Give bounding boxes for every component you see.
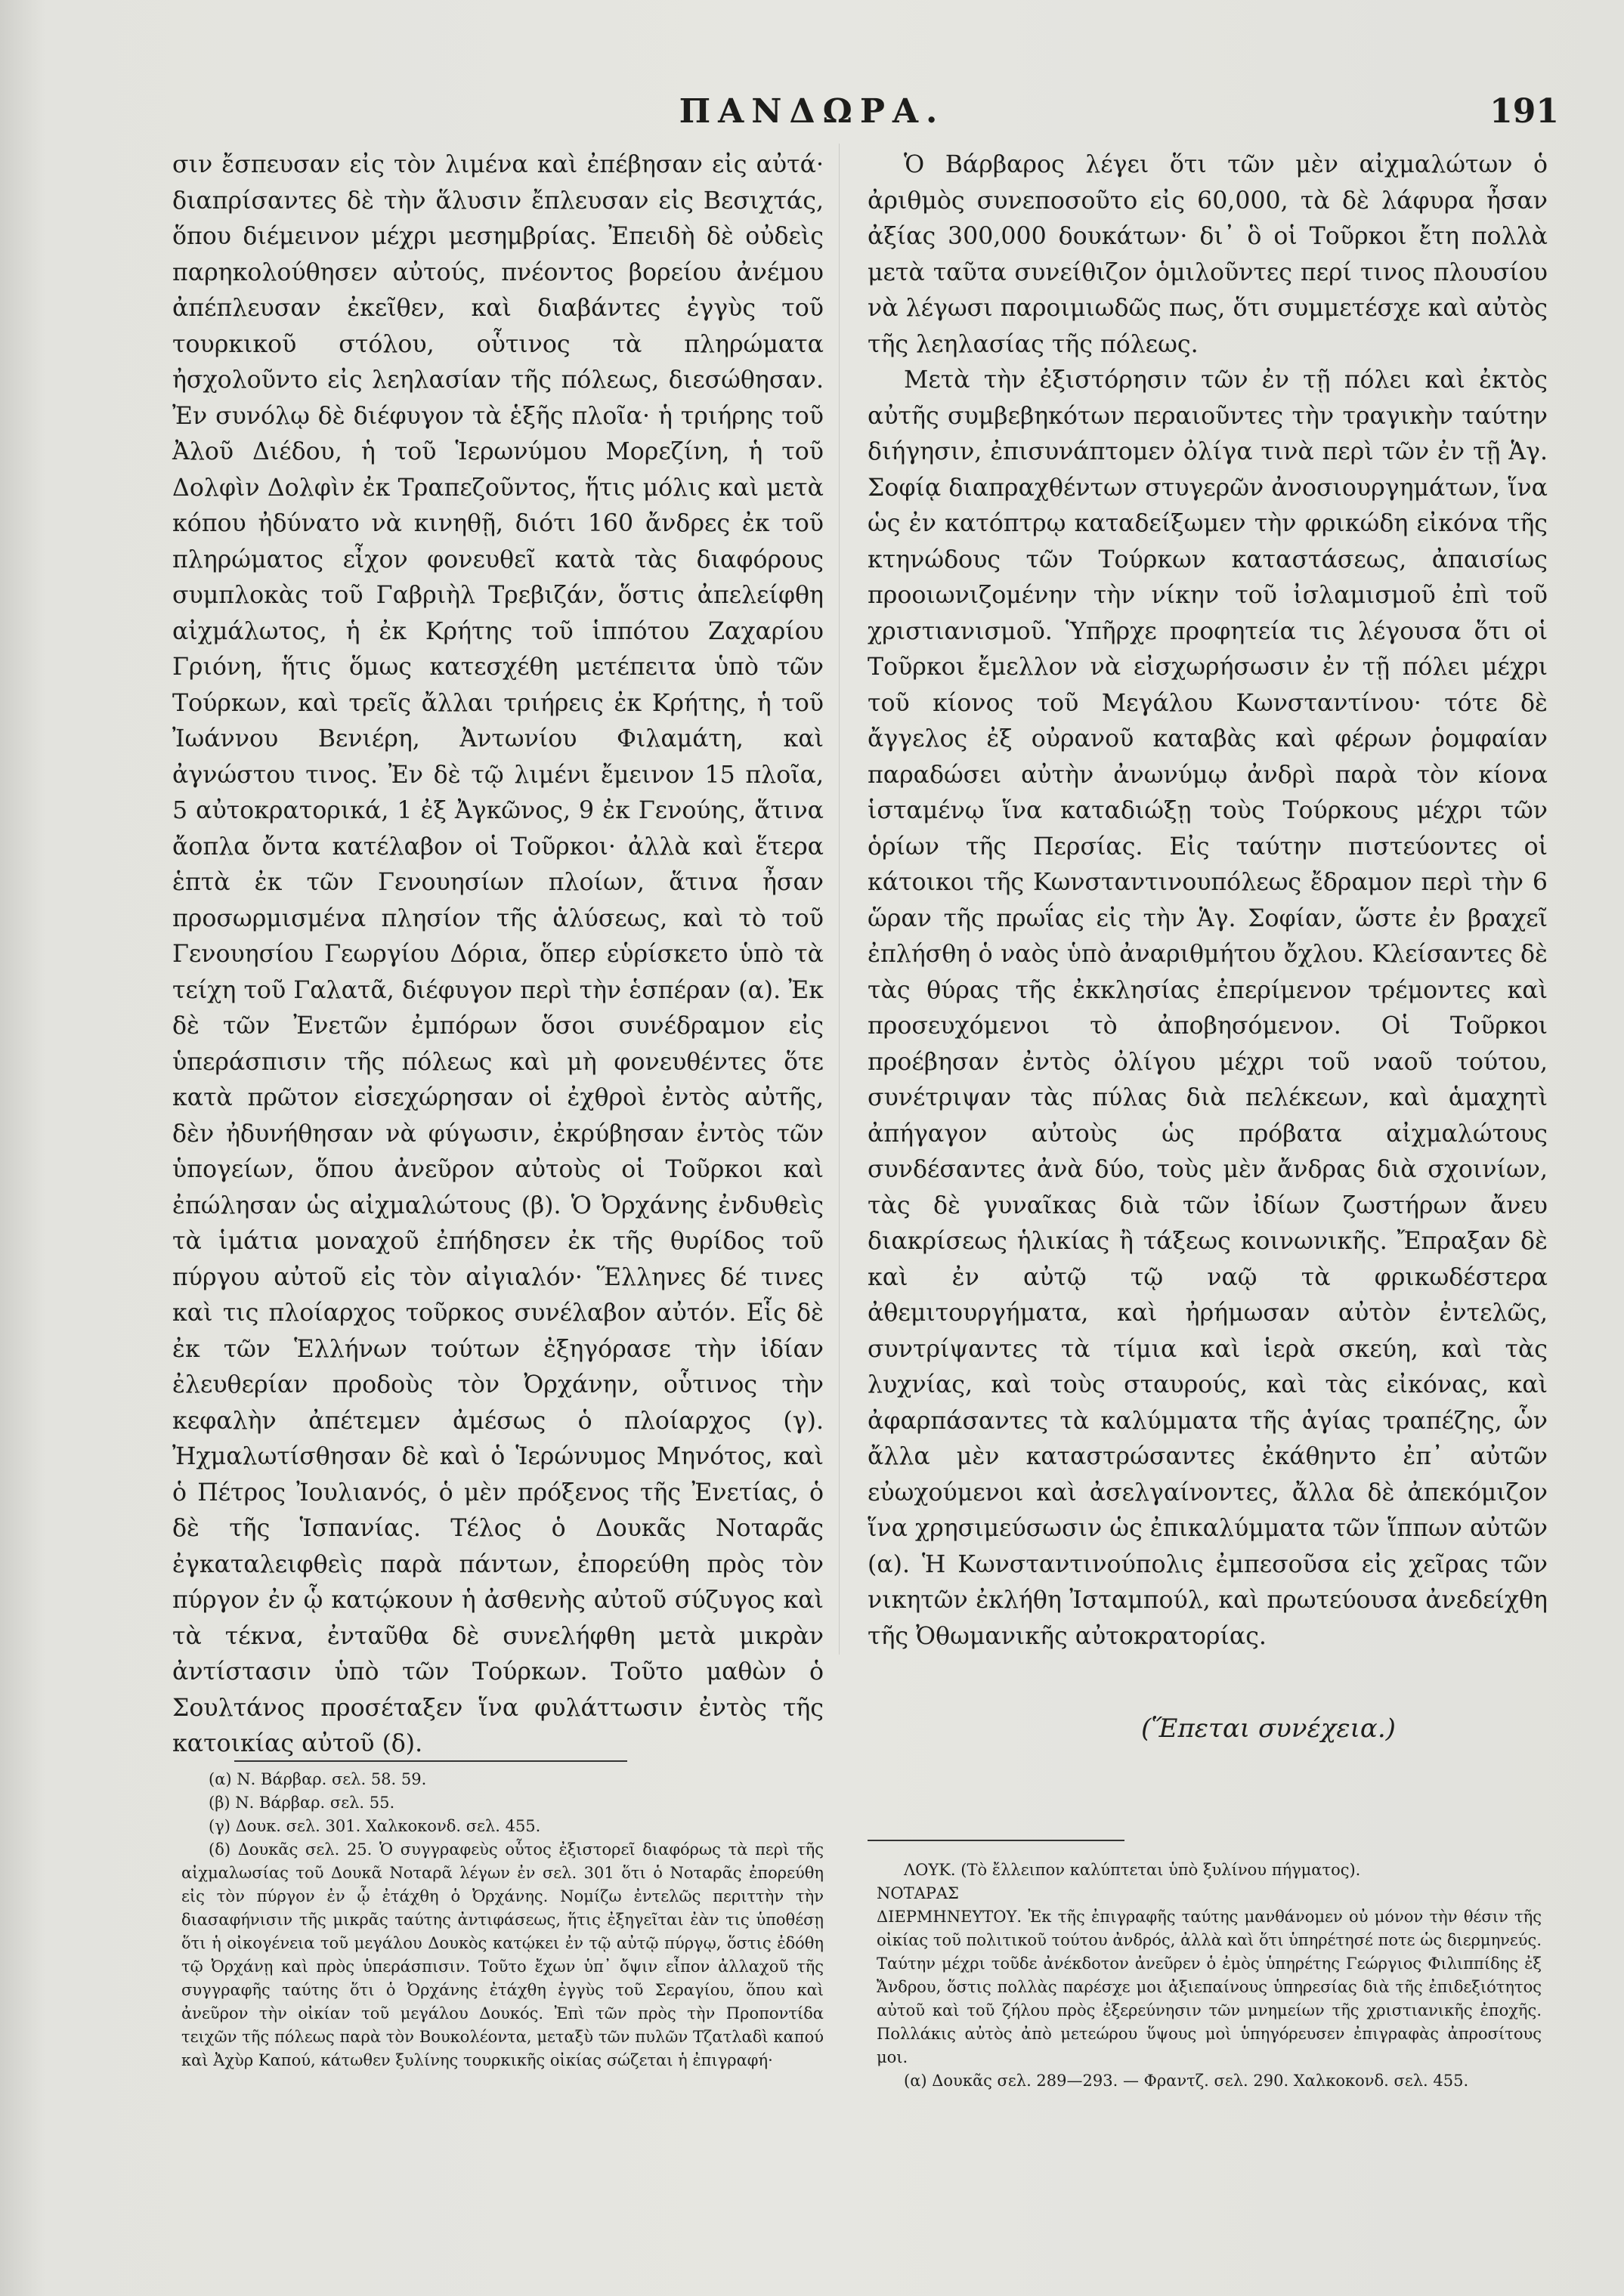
footnote-d: (δ) Δουκᾶς σελ. 25. Ὁ συγγραφεὺς οὗτος ἐξιστορεῖ διαφόρως τὰ περὶ τῆς αἰχμαλωσίας τοῦ Δουκᾶ Νοταρᾶ λέγων ἐν σελ. 301 ὅτι ὁ Νοταρᾶς ἐπορεύθη εἰς τὸν πύργον ἐν ᾧ ἐτάχθη ὁ Ὀρχάνης. Νομίζω ἐντελῶς περιττὴν τὴν διασαφήνισιν τῆς μικρᾶς ταύτης ἀντιφάσεως, ἥτις ἐξηγεῖται ἐὰν τις ὑποθέσῃ ὅτι ἡ οἰκογένεια τοῦ μεγάλου Δουκὸς κατῴκει ἐν τῷ αὐτῷ πύργῳ, ὅστις ἐδόθη τῷ Ὀρχάνῃ καὶ πρὸς ὑπεράσπισιν. Τοῦτο ἔχων ὑπ᾽ ὄψιν εἶπον ἀλλαχοῦ τῆς συγγραφῆς ταύτης ὅτι ὁ Ὀρχάνης ἐτάχθη ἐγγὺς τοῦ Σεραγίου, ὅπου καὶ ἀνεῦρον τὴν οἰκίαν τοῦ μεγάλου Δουκός. Ἐπὶ τῶν πρὸς τὴν Προποντίδα τειχῶν τῆς πόλεως παρὰ τὸν Βουκολέοντα, μεταξὺ τῶν πυλῶν Τζατλαδὶ καπού καὶ Ἀχὺρ Καπού, κάτωθεν ξυλίνης τουρκικῆς οἰκίας σώζεται ἡ ἐπιγραφή· <box>181 1840 824 2069</box>
running-title: ΠΑΝΔΩΡΑ. <box>679 92 945 131</box>
right-column <box>868 147 1548 1655</box>
continued-note: (Ἕπεται συνέχεια.) <box>1141 1714 1396 1744</box>
footnote-rule-left <box>234 1760 627 1762</box>
right-paragraph-2: Μετὰ τὴν ἐξιστόρησιν τῶν ἐν τῇ πόλει καὶ ἐκτὸς αὐτῆς συμβεβηκότων περαιοῦντες τὴν τραγικὴν ταύτην διήγησιν, ἐπισυνάπτομεν ὀλίγα τινὰ περὶ τῶν ἐν τῇ Ἁγ. Σοφίᾳ διαπραχθέντων στυγερῶν ἀνοσιουργημάτων, ἵνα ὡς ἐν κατόπτρῳ καταδείξωμεν τὴν φρικώδη εἰκόνα τῆς κτηνώδους τῶν Τούρκων καταστάσεως, ἀπαισίως προοιωνιζομένην τὴν νίκην τοῦ ἰσλαμισμοῦ ἐπὶ τοῦ χριστιανισμοῦ. Ὑπῆρχε προφητεία τις λέγουσα ὅτι οἱ Τοῦρκοι ἔμελλον νὰ εἰσχωρήσωσιν ἐν τῇ πόλει μέχρι τοῦ κίονος τοῦ Μεγάλου Κωνσταντίνου· τότε δὲ ἄγγελος ἐξ οὐρανοῦ καταβὰς καὶ φέρων ῥομφαίαν παραδώσει αὐτὴν ἀνωνύμῳ ἀνδρὶ παρὰ τὸν κίονα ἱσταμένῳ ἵνα καταδιώξῃ τοὺς Τούρκους μέχρι τῶν ὁρίων τῆς Περσίας. Εἰς ταύτην πιστεύοντες οἱ κάτοικοι τῆς Κωνσταντινουπόλεως ἔδραμον περὶ τὴν 6 ὥραν τῆς πρωΐας εἰς τὴν Ἁγ. Σοφίαν, ὥστε ἐν βραχεῖ ἐπλήσθη ὁ ναὸς ὑπὸ ἀναριθμήτου ὄχλου. Κλείσαντες δὲ τὰς θύρας τῆς ἐκκλησίας ἐπερίμενον τρέμοντες καὶ προσευχόμενοι τὸ ἀποβησόμενον. Οἱ Τοῦρκοι προέβησαν ἐντὸς ὀλίγου μέχρι τοῦ ναοῦ τούτου, συνέτριψαν τὰς πύλας διὰ πελέκεων, καὶ ἁμαχητὶ ἀπήγαγον αὐτοὺς ὡς πρόβατα αἰχμαλώτους συνδέσαντες ἀνὰ δύο, τοὺς μὲν ἄνδρας διὰ σχοινίων, τὰς δὲ γυναῖκας διὰ τῶν ἰδίων ζωστήρων ἄνευ διακρίσεως ἡλικίας ἢ τάξεως κοινωνικῆς. Ἔπραξαν δὲ καὶ ἐν αὐτῷ τῷ ναῷ τὰ φρικωδέστερα ἀθεμιτουργήματα, καὶ ἠρήμωσαν αὐτὸν ἐντελῶς, συντρίψαντες τὰ τίμια καὶ ἱερὰ σκεύη, καὶ τὰς λυχνίας, καὶ τοὺς σταυρούς, καὶ τὰς εἰκόνας, καὶ ἀφαρπάσαντες τὰ καλύμματα τῆς ἁγίας τραπέζης, ὧν ἄλλα μὲν καταστρώσαντες ἐκάθηντο ἐπ᾽ αὐτῶν εὐωχούμενοι καὶ ἀσελγαίνοντες, ἄλλα δὲ ἀπεκόμιζον ἵνα χρησιμεύσωσιν ὡς ἐπικαλύμματα τῶν ἵππων αὐτῶν (α). Ἡ Κωνσταντινούπολις ἐμπεσοῦσα εἰς χεῖρας τῶν νικητῶν ἐκλήθη Ἰσταμπούλ, καὶ πρωτεύουσα ἀνεδείχθη τῆς Ὀθωμανικῆς αὐτοκρατορίας. <box>868 366 1548 1650</box>
footnotes-right <box>877 1859 1542 2093</box>
left-paragraph-1: σιν ἔσπευσαν εἰς τὸν λιμένα καὶ ἐπέβησαν εἰς αὐτά· διαπρίσαντες δὲ τὴν ἅλυσιν ἔπλευσαν εἰς Βεσιχτάς, ὅπου διέμεινον μέχρι μεσημβρίας. Ἐπειδὴ δὲ οὐδεὶς παρηκολούθησεν αὐτούς, πνέοντος βορείου ἀνέμου ἀπέπλευσαν ἐκεῖθεν, καὶ διαβάντες ἐγγὺς τοῦ τουρκικοῦ στόλου, οὗτινος τὰ πληρώματα ἠσχολοῦντο εἰς λεηλασίαν τῆς πόλεως, διεσώθησαν. Ἐν συνόλῳ δὲ διέφυγον τὰ ἑξῆς πλοῖα· ἡ τριήρης τοῦ Ἀλοῦ Διέδου, ἡ τοῦ Ἱερωνύμου Μορεζίνη, ἡ τοῦ Δολφὶν Δολφὶν ἐκ Τραπεζοῦντος, ἥτις μόλις καὶ μετὰ κόπου ἠδύνατο νὰ κινηθῇ, διότι 160 ἄνδρες ἐκ τοῦ πληρώματος εἶχον φονευθεῖ κατὰ τὰς διαφόρους συμπλοκὰς τοῦ Γαβριὴλ Τρεβιζάν, ὅστις ἀπελείφθη αἰχμάλωτος, ἡ ἐκ Κρήτης τοῦ ἱππότου Ζαχαρίου Γριόνη, ἥτις ὅμως κατεσχέθη μετέπειτα ὑπὸ τῶν Τούρκων, καὶ τρεῖς ἄλλαι τριήρεις ἐκ Κρήτης, ἡ τοῦ Ἰωάννου Βενιέρη, Ἀντωνίου Φιλαμάτη, καὶ ἀγνώστου τινος. Ἐν δὲ τῷ λιμένι ἔμεινον 15 πλοῖα, 5 αὐτοκρατορικά, 1 ἐξ Ἀγκῶνος, 9 ἐκ Γενούης, ἅτινα ἄοπλα ὄντα κατέλαβον οἱ Τοῦρκοι· ἀλλὰ καὶ ἕτερα ἑπτὰ ἐκ τῶν Γενουησίων πλοίων, ἅτινα ἦσαν προσωρμισμένα πλησίον τῆς ἁλύσεως, καὶ τὸ τοῦ Γενουησίου Γεωργίου Δόρια, ὅπερ εὑρίσκετο ὑπὸ τὰ τείχη τοῦ Γαλατᾶ, διέφυγον περὶ τὴν ἑσπέραν (α). Ἐκ δὲ τῶν Ἐνετῶν ἐμπόρων ὅσοι συνέδραμον εἰς ὑπεράσπισιν τῆς πόλεως καὶ μὴ φονευθέντες ὅτε κατὰ πρῶτον εἰσεχώρησαν οἱ ἐχθροὶ ἐντὸς αὐτῆς, δὲν ἠδυνήθησαν νὰ φύγωσιν, ἐκρύβησαν ἐντὸς τῶν ὑπογείων, ὅπου ἀνεῦρον αὐτοὺς οἱ Τοῦρκοι καὶ ἐπώλησαν ὡς αἰχμαλώτους (β). Ὁ Ὀρχάνης ἐνδυθεὶς τὰ ἱμάτια μοναχοῦ ἐπήδησεν ἐκ τῆς θυρίδος τοῦ πύργου αὐτοῦ εἰς τὸν αἰγιαλόν· Ἕλληνες δέ τινες καὶ τις πλοίαρχος τοῦρκος συνέλαβον αὐτόν. Εἷς δὲ ἐκ τῶν Ἑλλήνων τούτων ἐξηγόρασε τὴν ἰδίαν ἐλευθερίαν προδοὺς τὸν Ὀρχάνην, οὗτινος τὴν κεφαλὴν ἀπέτεμεν ἀμέσως ὁ πλοίαρχος (γ). Ἠχμαλωτίσθησαν δὲ καὶ ὁ Ἱερώνυμος Μηνότος, καὶ ὁ Πέτρος Ἰουλιανός, ὁ μὲν πρόξενος τῆς Ἐνετίας, ὁ δὲ τῆς Ἱσπανίας. Τέλος ὁ Δουκᾶς Νοταρᾶς ἐγκαταλειφθεὶς παρὰ πάντων, ἐπορεύθη πρὸς τὸν πύργον ἐν ᾧ κατῴκουν ἡ ἀσθενὴς αὐτοῦ σύζυγος καὶ τὰ τέκνα, ἐνταῦθα δὲ συνελήφθη μετὰ μικρὰν ἀντίστασιν ὑπὸ τῶν Τούρκων. Τοῦτο μαθὼν ὁ Σουλτάνος προσέταξεν ἵνα φυλάττωσιν ἐντὸς τῆς κατοικίας αὐτοῦ (δ). <box>172 151 824 1757</box>
footnote-right-4: (α) Δουκᾶς σελ. 289—293. — Φραντζ. σελ. 290. Χαλκοκονδ. σελ. 455. <box>904 2072 1469 2090</box>
footnote-a: (α) Ν. Βάρβαρ. σελ. 58. 59. <box>209 1770 427 1788</box>
footnote-right-3: ΔΙΕΡΜΗΝΕΥΤΟΥ. Ἐκ τῆς ἐπιγραφῆς ταύτης μανθάνομεν οὐ μόνον τὴν θέσιν τῆς οἰκίας τοῦ πολιτικοῦ τούτου ἀνδρός, ἀλλὰ καὶ ὅτι ὑπηρέτησέ ποτε ὡς διερμηνεύς. Ταύτην μέχρι τοῦδε ἀνέκδοτον ἀνεῦρεν ὁ ἐμὸς ὑπηρέτης Γεώργιος Φιλιππίδης ἐξ Ἄνδρου, ὅστις πολλὰς παρέσχε μοι ἀξιεπαίνους ὑπηρεσίας διὰ τῆς ἐπιδεξιότητος αὐτοῦ καὶ τοῦ ζήλου πρὸς ἐξερεύνησιν τῶν μνημείων τῆς χριστιανικῆς ἐποχῆς. Πολλάκις αὐτὸς ἀπὸ μετεώρου ὕψους μοὶ ὑπηγόρευσεν ἐπιγραφὰς ἀπροσίτους μοι. <box>877 1908 1542 2066</box>
page-number: 191 <box>1489 92 1559 131</box>
footnote-right-1: ΛΟΥΚ. (Τὸ ἔλλειπον καλύπτεται ὑπὸ ξυλίνου πήγματος). <box>904 1861 1361 1879</box>
right-paragraph-1: Ὁ Βάρβαρος λέγει ὅτι τῶν μὲν αἰχμαλώτων ὁ ἀριθμὸς συνεποσοῦτο εἰς 60,000, τὰ δὲ λάφυρα ἦσαν ἀξίας 300,000 δουκάτων· δι᾽ ὃ οἱ Τοῦρκοι ἔτη πολλὰ μετὰ ταῦτα συνείθιζον ὁμιλοῦντες περί τινος πλουσίου νὰ λέγωσι παροιμιωδῶς πως, ὅτι συμμετέσχε καὶ αὐτὸς τῆς λεηλασίας τῆς πόλεως. <box>868 151 1548 358</box>
footnote-rule-right <box>868 1840 1124 1841</box>
column-gutter <box>839 144 840 1655</box>
footnote-c: (γ) Δουκ. σελ. 301. Χαλκοκονδ. σελ. 455. <box>209 1817 541 1835</box>
footnote-b: (β) Ν. Βάρβαρ. σελ. 55. <box>209 1794 395 1812</box>
footnote-right-2: ΝΟΤΑΡΑΣ <box>877 1884 959 1902</box>
footnotes-left <box>181 1768 824 2072</box>
left-column <box>172 147 824 1763</box>
